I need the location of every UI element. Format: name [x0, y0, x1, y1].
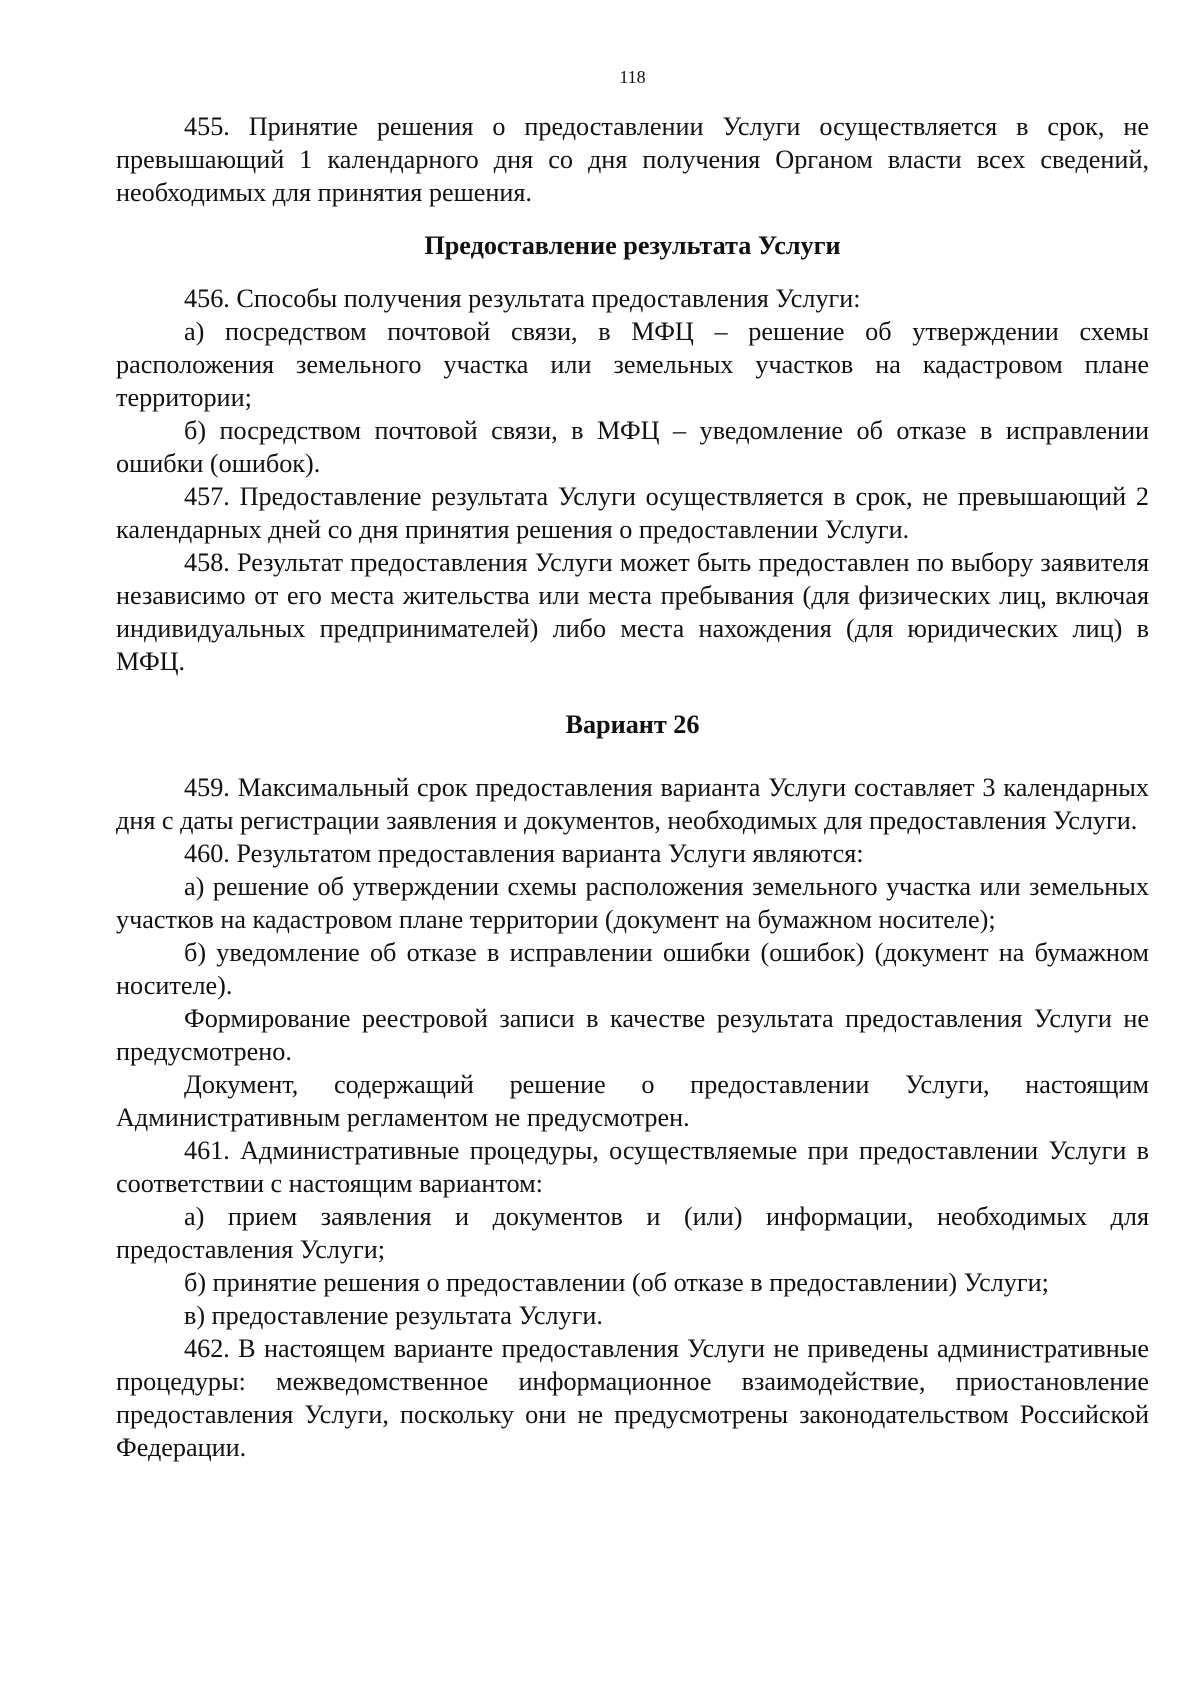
- paragraph-458: 458. Результат предоставления Услуги может быть предоставлен по выбору заявителя независимо от его места жительства или места пребывания (для физических лиц, включая индивидуальных предпринимателей) либо места нахождения (для юридических лиц) в МФЦ.: [116, 548, 1149, 676]
- paragraph-460-registry: Формирование реестровой записи в качестве результата предоставления Услуги не предусмотрено.: [116, 1004, 1149, 1066]
- paragraph-459: 459. Максимальный срок предоставления варианта Услуги составляет 3 календарных дня с даты регистрации заявления и документов, необходимых для предоставления Услуги.: [116, 773, 1149, 835]
- document-page: [116, 60, 1149, 1660]
- paragraph-456-a: а) посредством почтовой связи, в МФЦ – решение об утверждении схемы расположения земельного участка или земельных участков на кадастровом плане территории;: [116, 317, 1149, 412]
- paragraph-460-a: а) решение об утверждении схемы расположения земельного участка или земельных участков на кадастровом плане территории (документ на бумажном носителе);: [116, 872, 1149, 934]
- paragraph-460-b: б) уведомление об отказе в исправлении ошибки (ошибок) (документ на бумажном носителе).: [116, 938, 1149, 1000]
- paragraph-461-b: б) принятие решения о предоставлении (об отказе в предоставлении) Услуги;: [184, 1268, 1049, 1297]
- paragraph-456: 456. Способы получения результата предоставления Услуги:: [184, 284, 861, 313]
- paragraph-460: 460. Результатом предоставления варианта Услуги являются:: [184, 839, 864, 868]
- page-number: 118: [619, 67, 646, 87]
- paragraph-456-b: б) посредством почтовой связи, в МФЦ – уведомление об отказе в исправлении ошибки (ошибок).: [116, 416, 1149, 478]
- heading-result-provision: Предоставление результата Услуги: [424, 231, 841, 260]
- paragraph-461-c: в) предоставление результата Услуги.: [184, 1301, 603, 1330]
- paragraph-462: 462. В настоящем варианте предоставления Услуги не приведены административные процедуры: межведомственное информационное взаимодействие, приостановление предоставления Услуги, поскольку они не предусмотрены законодательством Российской Федерации.: [116, 1334, 1149, 1462]
- paragraph-460-document: Документ, содержащий решение о предоставлении Услуги, настоящим Административным регламентом не предусмотрен.: [116, 1070, 1149, 1132]
- paragraph-457: 457. Предоставление результата Услуги осуществляется в срок, не превышающий 2 календарных дней со дня принятия решения о предоставлении Услуги.: [116, 482, 1149, 544]
- paragraph-461: 461. Административные процедуры, осуществляемые при предоставлении Услуги в соответствии с настоящим вариантом:: [116, 1136, 1149, 1198]
- heading-variant-26: Вариант 26: [565, 710, 700, 739]
- paragraph-461-a: а) прием заявления и документов и (или) информации, необходимых для предоставления Услуги;: [116, 1202, 1149, 1264]
- paragraph-455: 455. Принятие решения о предоставлении Услуги осуществляется в срок, не превышающий 1 календарного дня со дня получения Органом власти всех сведений, необходимых для принятия решения.: [116, 112, 1149, 207]
